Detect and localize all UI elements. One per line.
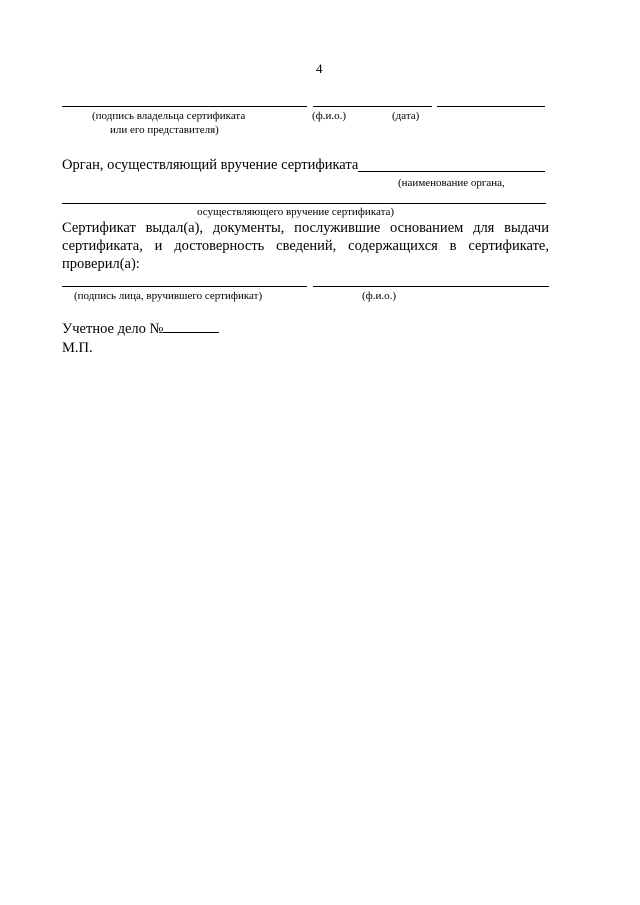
fio-caption: (ф.и.о.) [312, 110, 347, 122]
issuance-statement [62, 219, 549, 273]
issuer-fio-caption: (ф.и.о.) [362, 290, 397, 302]
issuing-body-name-line [358, 171, 545, 172]
issuer-signature-caption: (подпись лица, вручившего сертификат) [74, 290, 263, 302]
seal-place: М.П. [62, 340, 93, 356]
owner-signature-line [62, 106, 307, 107]
issuance-statement-line-3: проверил(а): [62, 256, 140, 272]
fio-line [313, 106, 432, 107]
date-caption: (дата) [392, 110, 420, 122]
page-number: 4 [316, 61, 323, 76]
case-number-field [62, 320, 219, 338]
issuance-statement-line-2: сертификата, и достоверность сведений, содержащихся в сертификате, [62, 238, 549, 254]
case-number-label: Учетное дело № [62, 321, 164, 337]
issuing-body-name-line-2 [62, 203, 546, 204]
issuing-body-label: Орган, осуществляющий вручение сертификата [62, 157, 359, 173]
date-line [437, 106, 545, 107]
issuer-fio-line [313, 286, 549, 287]
issuing-body-name-hint: (наименование органа, [398, 177, 505, 189]
case-number-blank [163, 332, 219, 333]
owner-representative-caption: или его представителя) [110, 124, 219, 136]
issuer-signature-line [62, 286, 307, 287]
owner-signature-caption: (подпись владельца сертификата [92, 110, 246, 122]
issuance-statement-line-1: Сертификат выдал(а), документы, послужившие основанием для выдачи [62, 220, 549, 236]
issuing-body-name-hint-2: осуществляющего вручение сертификата) [197, 206, 395, 218]
